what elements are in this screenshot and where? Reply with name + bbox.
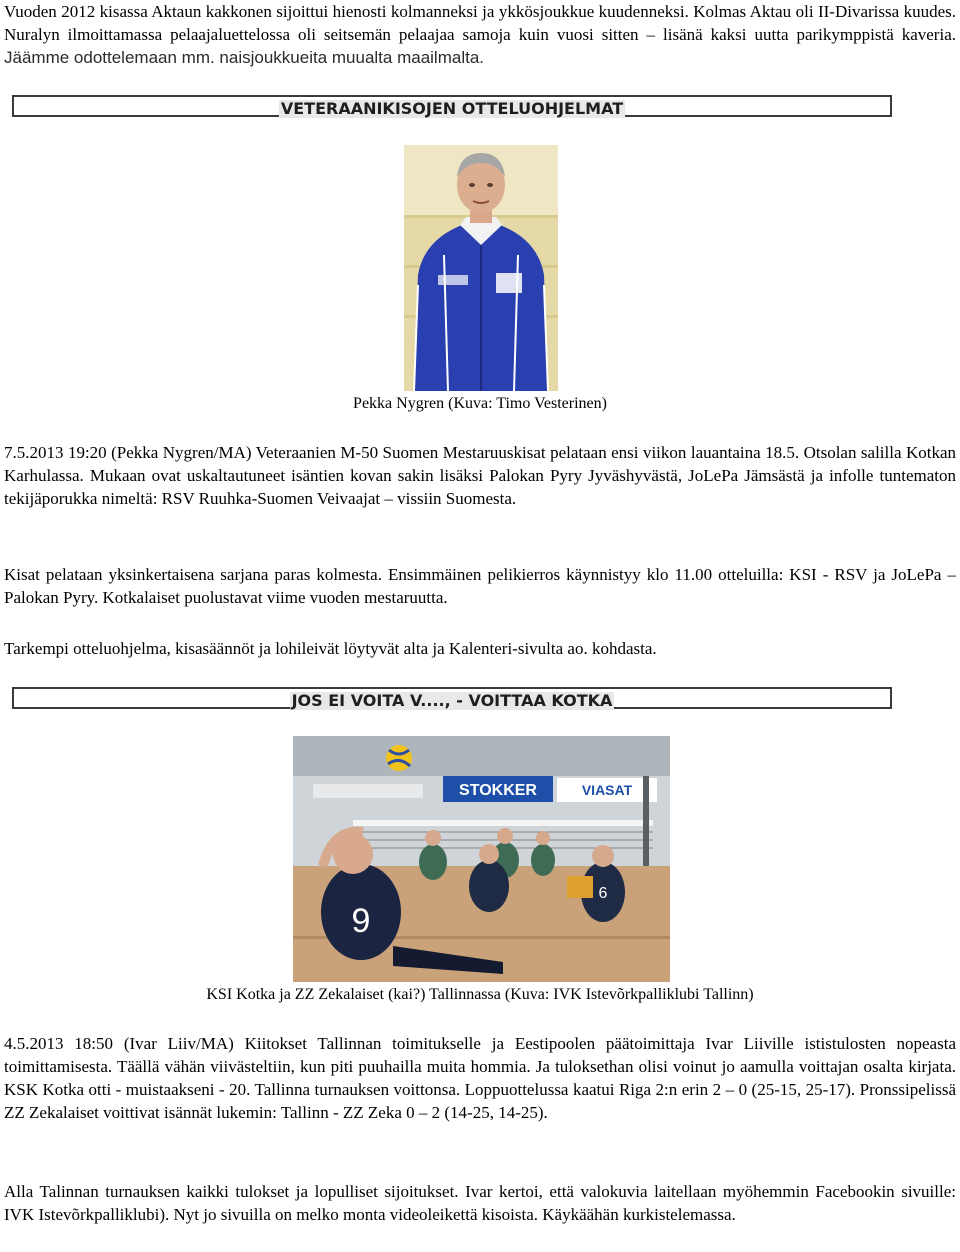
veteran-paragraph-1a: 7.5.2013 19:20 (Pekka Nygren/MA) Veteraanien M-50 Suomen Mestaruuskisat pelataan ensi viikon lauantaina 18.5. Otsolan salilla Kotkan Karhulassa. xyxy=(4,443,956,485)
intro-text: Vuoden 2012 kisassa Aktaun kakkonen sijoittui hienosti kolmanneksi ja ykkösjoukkue kuudenneksi. Kolmas Aktau oli II-Divarissa kuudes. Nuralyn ilmoittamassa pelaajaluettelossa oli seitsemän pelaajaa samoja kuin vuosi sitten – lisänä kaksi uutta parikymppistä kaveria. xyxy=(4,2,956,44)
veteran-paragraph-2: Kisat pelataan yksinkertaisena sarjana paras kolmesta. Ensimmäinen pelikierros käynnistyy klo 11.00 otteluilla: KSI - RSV ja JoLePa – Palokan Pyry. Kotkalaiset puolustavat viime vuoden mestaruutta. xyxy=(4,565,956,607)
section-heading-kotka-text: JOS EI VOITA V...., - VOITTAA KOTKA xyxy=(291,691,613,710)
photo-banner-viasat: VIASAT xyxy=(581,782,633,798)
section-heading-kotka xyxy=(12,687,892,709)
intro-text-sans: Jäämme odottelemaan mm. naisjoukkueita muualta maailmalta. xyxy=(4,48,485,67)
intro-paragraph xyxy=(4,0,956,69)
volleyball-caption: KSI Kotka ja ZZ Zekalaiset (kai?) Tallinnassa (Kuva: IVK Istevõrkpalliklubi Tallinn) xyxy=(206,986,754,1003)
portrait-caption: Pekka Nygren (Kuva: Timo Vesterinen) xyxy=(353,395,607,412)
volleyball-photo xyxy=(293,736,670,982)
kotka-paragraph-2: Alla Talinnan turnauksen kaikki tulokset ja lopulliset sijoitukset. Ivar kertoi, että valokuvia laitellaan myöhemmin Facebookin sivuille: IVK Istevõrkpalliklubi). Nyt jo sivuilla on melko monta videoleikettä kisoista. Käykäähän kurkistelemassa. xyxy=(4,1182,956,1224)
veteran-paragraph-1b: Mukaan ovat uskaltautuneet isäntien kovan sakin lisäksi Palokan Pyry Jyväshyvästä, JoLePa Jämsästä ja infolle tuntematon tekijäporukka nimeltä: RSV Ruuhka-Suomen Veivaajat – vissiin Suomesta. xyxy=(4,466,956,508)
volleyball-photo-drawing xyxy=(293,736,670,982)
photo-banner-stokker: STOKKER xyxy=(459,782,537,799)
portrait-photo-drawing xyxy=(404,145,558,391)
section-heading-veteran-text: VETERAANIKISOJEN OTTELUOHJELMAT xyxy=(280,99,624,118)
svg-text:9: 9 xyxy=(351,902,371,940)
kotka-paragraph-1: 4.5.2013 18:50 (Ivar Liiv/MA) Kiitokset Tallinnan toimitukselle ja Eestipoolen päätoimittaja Ivar Liiville ististulosten nopeasta toimittamisesta. Täällä vähän viivästeltiin, kun piti puuhailla muita hommia. Ja tuloksethan olisi voinut jo aamulla voittajan osalta kirjata. KSK Kotka otti - muistaakseni - 20. Tallinna turnauksen voittonsa. Loppuottelussa kaatui Riga 2:n erin 2 – 0 (25-15, 25-17). Pronssipelissä ZZ Zekalaiset voittivat isännät lukemin: Tallinn - ZZ Zeka 0 – 2 (14-25, 14-25). xyxy=(4,1034,956,1122)
section-heading-veteran xyxy=(12,95,892,117)
veteran-paragraph-3: Tarkempi otteluohjelma, kisasäännöt ja lohileivät löytyvät alta ja Kalenteri-sivulta ao. kohdasta. xyxy=(4,639,657,658)
veteran-paragraph-1 xyxy=(4,441,956,510)
svg-text:6: 6 xyxy=(598,885,608,902)
portrait-photo xyxy=(404,145,558,391)
